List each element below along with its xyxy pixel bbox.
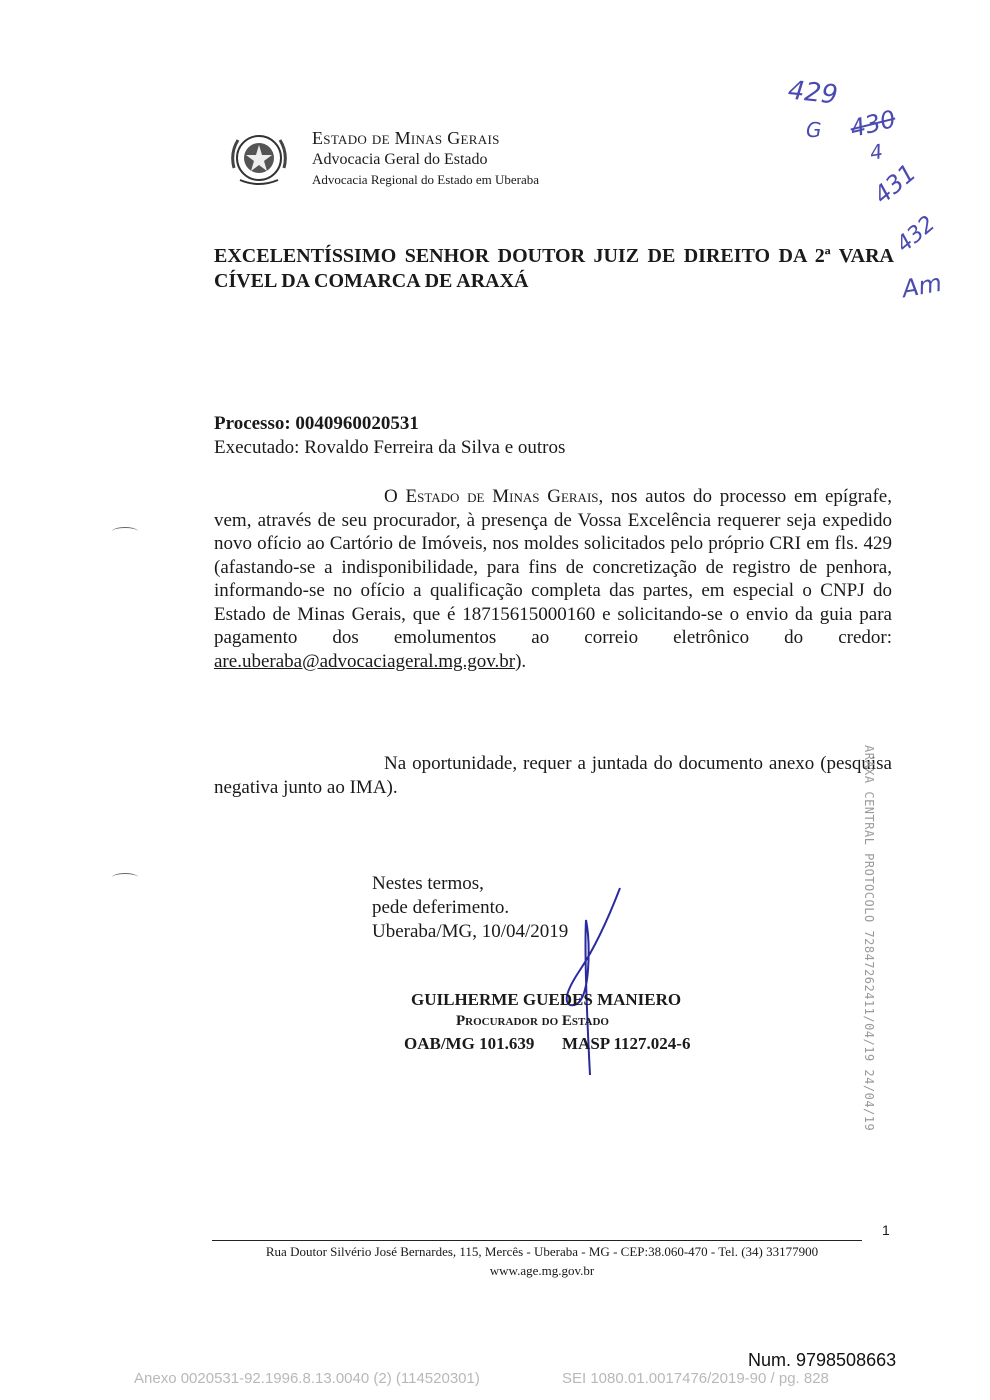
request-text-end: ). bbox=[515, 650, 527, 672]
annex-reference: Anexo 0020531-92.1996.8.13.0040 (2) (114520301) bbox=[134, 1370, 480, 1387]
handwritten-page-number: 432 bbox=[891, 211, 941, 258]
footer-website[interactable]: www.age.mg.gov.br bbox=[489, 1263, 595, 1278]
handwritten-initial: 4 bbox=[868, 139, 885, 165]
request-text: , nos autos do processo em epígrafe, vem, através de seu procurador, à presença de Vossa Excelência requerer seja expedido novo ofício ao Cartório de Imóveis, nos moldes solicitados pelo próprio CRI em fls. 429 (afastando-se a indisponibilidade, para fins de concretização de registro de penhora, informando-se no ofício a qualificação completa das partes, em especial o CNPJ do Estado de Minas Gerais, que é 18715615000160 e solicitando-se o envio da guia para pagamento dos emolumentos ao correio eletrônico do credor: bbox=[214, 486, 892, 648]
executed-party: Executado: Rovaldo Ferreira da Silva e outros bbox=[214, 437, 566, 458]
closing-line: pede deferimento. bbox=[372, 897, 510, 918]
state-name-small-caps: O Estado de Minas Gerais bbox=[384, 486, 599, 507]
closing-date: Uberaba/MG, 10/04/2019 bbox=[372, 921, 569, 942]
handwritten-page-number: 431 bbox=[868, 158, 922, 210]
signatory-masp: MASP 1127.024-6 bbox=[562, 1034, 691, 1053]
state-coat-of-arms-icon bbox=[228, 128, 290, 188]
handwritten-initial: Am bbox=[899, 268, 944, 304]
page-number: 1 bbox=[882, 1222, 890, 1238]
process-number: Processo: 0040960020531 bbox=[214, 413, 419, 434]
body-paragraph-request bbox=[214, 485, 892, 673]
header-regional-office: Advocacia Regional do Estado em Uberaba bbox=[312, 172, 540, 187]
creditor-email-link[interactable]: are.uberaba@advocaciageral.mg.gov.br bbox=[214, 650, 516, 672]
sei-reference: SEI 1080.01.0017476/2019-90 / pg. 828 bbox=[562, 1370, 829, 1387]
document-number: Num. 9798508663 bbox=[748, 1350, 897, 1370]
punch-hole-mark bbox=[112, 527, 138, 536]
handwritten-initial: G bbox=[806, 118, 822, 142]
closing-line: Nestes termos, bbox=[372, 873, 484, 894]
protocol-stamp: ARAXA CENTRAL PROTOCOLO 72847262411/04/19 24/04/19 bbox=[862, 745, 876, 1132]
signatory-oab: OAB/MG 101.639 bbox=[404, 1034, 535, 1053]
closing-block bbox=[372, 872, 568, 944]
handwritten-page-number: 430 bbox=[847, 104, 899, 144]
signatory-title: Procurador do Estado bbox=[456, 1013, 609, 1029]
footer-divider bbox=[212, 1240, 862, 1241]
body-paragraph-attachment: Na oportunidade, requer a juntada do documento anexo (pesquisa negativa junto ao IMA). bbox=[214, 753, 892, 798]
footer-address: Rua Doutor Silvério José Bernardes, 115, Mercês - Uberaba - MG - CEP:38.060-470 - Tel. (34) 33177900 bbox=[265, 1244, 819, 1259]
addressee-heading: EXCELENTÍSSIMO SENHOR DOUTOR JUIZ DE DIREITO DA 2ª VARA CÍVEL DA COMARCA DE ARAXÁ bbox=[214, 245, 894, 292]
punch-hole-mark bbox=[112, 873, 138, 882]
header-state-name: Estado de Minas Gerais bbox=[312, 128, 500, 148]
header-agency: Advocacia Geral do Estado bbox=[312, 151, 488, 168]
signatory-name: GUILHERME GUEDES MANIERO bbox=[411, 990, 682, 1009]
handwritten-page-number: 429 bbox=[786, 75, 840, 111]
